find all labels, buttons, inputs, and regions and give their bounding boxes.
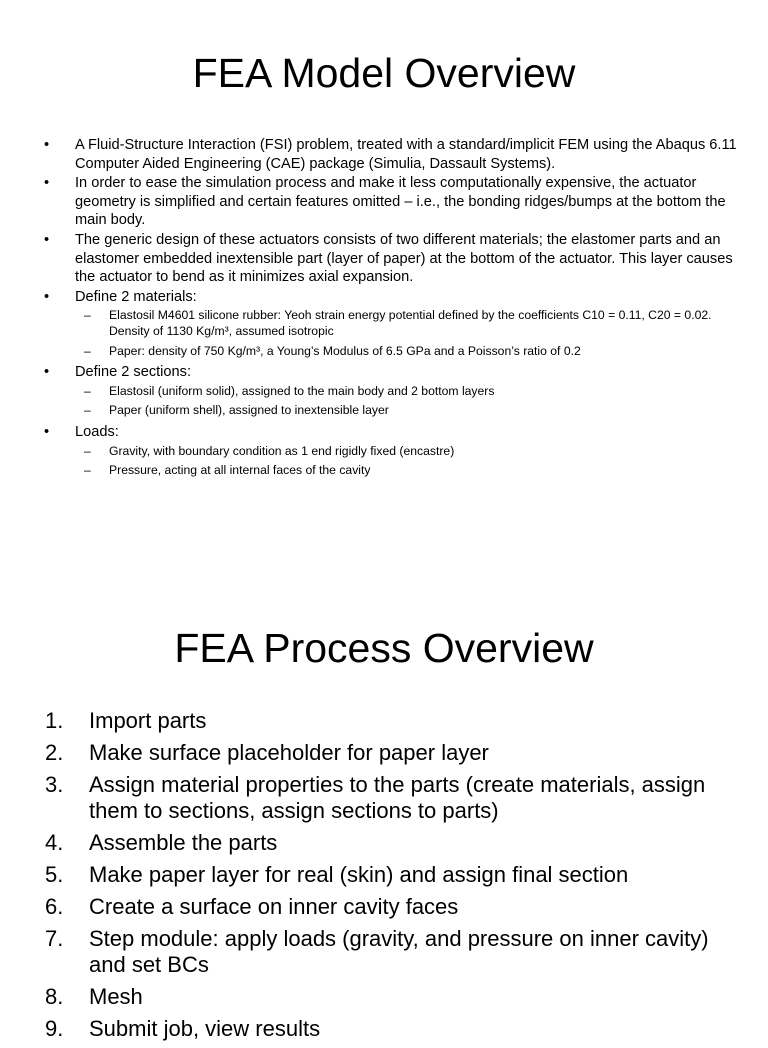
- dash-icon: –: [84, 383, 91, 398]
- step-text: Make surface placeholder for paper layer: [89, 740, 489, 766]
- sub-bullet-item: [75, 444, 744, 460]
- step-text: Step module: apply loads (gravity, and pressure on inner cavity) and set BCs: [89, 926, 709, 977]
- step-item: [0, 926, 768, 977]
- sub-bullet-item: [75, 403, 744, 419]
- dash-icon: –: [84, 443, 91, 458]
- step-number: 7.: [45, 926, 64, 952]
- bullet-item: [0, 363, 768, 419]
- slide-fea-process-overview: [0, 576, 768, 1041]
- bullet-item: [0, 174, 768, 230]
- numbered-step-list: [0, 708, 768, 1048]
- bullet-dot-icon: •: [44, 364, 50, 381]
- bullet-text: Define 2 sections:: [75, 364, 192, 381]
- step-number: 5.: [45, 861, 64, 887]
- step-number: 6.: [45, 893, 64, 919]
- step-text: Assign material properties to the parts (create materials, assign them to sections, assign sections to parts): [89, 772, 706, 823]
- sub-bullet-list: [75, 444, 744, 479]
- sub-bullet-list: [75, 308, 744, 359]
- step-item: [0, 984, 768, 1010]
- step-text: Assemble the parts: [89, 829, 278, 855]
- step-item: [0, 1016, 768, 1042]
- step-text: Mesh: [89, 983, 143, 1009]
- bullet-text: Define 2 materials:: [75, 288, 197, 305]
- sub-bullet-text: Elastosil (uniform solid), assigned to the main body and 2 bottom layers: [109, 383, 495, 398]
- sub-bullet-text: Gravity, with boundary condition as 1 end rigidly fixed (encastre): [109, 443, 455, 458]
- dash-icon: –: [84, 308, 91, 323]
- bullet-list: [0, 136, 768, 483]
- step-number: 9.: [45, 1015, 64, 1041]
- bullet-item: [0, 231, 768, 287]
- bullet-text: A Fluid-Structure Interaction (FSI) problem, treated with a standard/implicit FEM using the Abaqus 6.11 Computer Aided Engineering (CAE) package (Simulia, Dassault Systems).: [75, 137, 737, 172]
- step-item: [0, 772, 768, 823]
- step-text: Submit job, view results: [89, 1015, 321, 1041]
- dash-icon: –: [84, 343, 91, 358]
- sub-bullet-item: [75, 384, 744, 400]
- sub-bullet-item: [75, 463, 744, 479]
- dash-icon: –: [84, 463, 91, 478]
- step-text: Create a surface on inner cavity faces: [89, 893, 459, 919]
- sub-bullet-text: Elastosil M4601 silicone rubber: Yeoh strain energy potential defined by the coefficients C10 = 0.11, C20 = 0.02. Density of 1130 Kg/m³, assumed isotropic: [109, 308, 712, 338]
- step-number: 3.: [45, 772, 64, 798]
- slide-title: FEA Process Overview: [174, 625, 594, 671]
- slide-title: FEA Model Overview: [192, 50, 576, 96]
- dash-icon: –: [84, 403, 91, 418]
- step-item: [0, 740, 768, 766]
- step-number: 4.: [45, 829, 64, 855]
- bullet-item: [0, 136, 768, 173]
- bullet-dot-icon: •: [44, 288, 50, 305]
- bullet-dot-icon: •: [44, 137, 50, 153]
- bullet-text: Loads:: [75, 423, 119, 440]
- step-item: [0, 862, 768, 888]
- bullet-item: [0, 423, 768, 479]
- step-number: 8.: [45, 983, 64, 1009]
- step-item: [0, 894, 768, 920]
- sub-bullet-item: [75, 344, 744, 360]
- bullet-dot-icon: •: [44, 423, 50, 440]
- step-text: Make paper layer for real (skin) and assign final section: [89, 861, 629, 887]
- step-item: [0, 708, 768, 734]
- step-number: 2.: [45, 740, 64, 766]
- sub-bullet-text: Paper (uniform shell), assigned to inextensible layer: [109, 403, 389, 418]
- bullet-dot-icon: •: [44, 175, 50, 192]
- sub-bullet-item: [75, 308, 744, 339]
- sub-bullet-list: [75, 384, 744, 419]
- bullet-text: The generic design of these actuators consists of two different materials; the elastomer parts and an elastomer embedded inextensible part (layer of paper) at the bottom of the actuator. This layer causes the actuator to bend as it minimizes axial expansion.: [75, 231, 733, 286]
- bullet-text: In order to ease the simulation process and make it less computationally expensive, the actuator geometry is simplified and certain features omitted – i.e., the bonding ridges/bumps at the bottom the main body.: [75, 175, 726, 229]
- sub-bullet-text: Pressure, acting at all internal faces of the cavity: [109, 463, 371, 478]
- step-item: [0, 830, 768, 856]
- bullet-dot-icon: •: [44, 231, 50, 248]
- sub-bullet-text: Paper: density of 750 Kg/m³, a Young’s Modulus of 6.5 GPa and a Poisson’s ratio of 0.2: [109, 343, 581, 358]
- step-number: 1.: [45, 708, 64, 733]
- step-text: Import parts: [89, 708, 207, 733]
- bullet-item: [0, 288, 768, 359]
